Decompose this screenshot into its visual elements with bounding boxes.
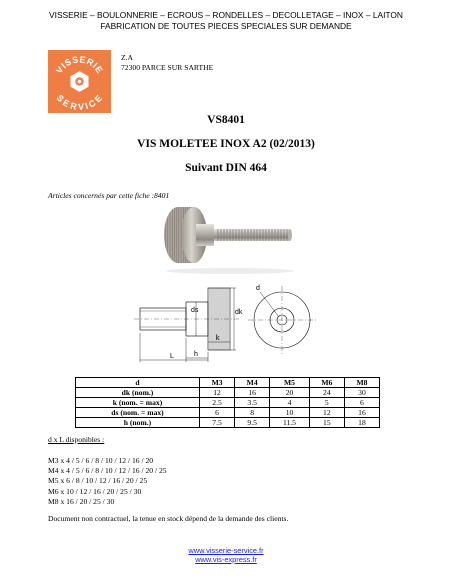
table-cell: 8: [235, 408, 270, 418]
table-header-cell: M3: [200, 378, 235, 388]
table-cell: 12: [309, 408, 344, 418]
label-k: k: [216, 335, 220, 342]
table-cell: 15: [309, 418, 344, 428]
svg-text:SERVICE: [55, 93, 105, 112]
row-label: dk (nom.): [76, 388, 200, 398]
table-cell: 9.5: [235, 418, 270, 428]
footer-link-vis-express[interactable]: www.vis-express.fr: [195, 555, 257, 564]
available-sizes-title: d x L disponibles :: [48, 435, 105, 444]
logo-bottom-text: SERVICE: [54, 92, 105, 113]
table-row: [76, 398, 380, 408]
technical-drawing: [130, 278, 330, 368]
label-d: d: [256, 285, 260, 292]
table-cell: 2.5: [200, 398, 235, 408]
table-cell: 24: [309, 388, 344, 398]
table-cell: 18: [344, 418, 379, 428]
row-label: h (nom.): [76, 418, 200, 428]
table-cell: 12: [200, 388, 235, 398]
list-item: M3 x 4 / 5 / 6 / 8 / 10 / 12 / 16 / 20: [48, 456, 154, 465]
label-h: h: [194, 351, 198, 358]
table-header-cell: M8: [344, 378, 379, 388]
list-item: M5 x 6 / 8 / 10 / 12 / 16 / 20 / 25: [48, 476, 148, 486]
table-row: [76, 408, 380, 418]
table-header-cell: M4: [235, 378, 270, 388]
table-cell: 5: [309, 398, 344, 408]
header-line-2: FABRICATION DE TOUTES PIECES SPECIALES SUR DEMANDE: [100, 21, 352, 31]
table-row: [76, 388, 380, 398]
table-cell: 3.5: [235, 398, 270, 408]
table-cell: 11.5: [270, 418, 310, 428]
row-label: k (nom. = max): [76, 398, 200, 408]
list-item: M8 x 16 / 20 / 25 / 30: [48, 496, 115, 506]
disclaimer: Document non contractuel, la tenue en stock dépend de la demande des clients.: [48, 514, 289, 523]
row-label: ds (nom. = max): [76, 408, 200, 418]
footer-links: [0, 546, 452, 564]
table-header-row: [76, 378, 380, 388]
product-norm: Suivant DIN 464: [185, 162, 267, 174]
table-cell: 6: [344, 398, 379, 408]
table-cell: 30: [344, 388, 379, 398]
table-cell: 4: [270, 398, 310, 408]
table-cell: 6: [200, 408, 235, 418]
product-code: VS8401: [207, 114, 245, 126]
list-item: M6 x 10 / 12 / 16 / 20 / 25 / 30: [48, 486, 142, 496]
label-L: L: [170, 353, 174, 360]
table-header-cell: M5: [270, 378, 310, 388]
table-cell: 16: [344, 408, 379, 418]
available-sizes-list: [48, 456, 167, 507]
logo-top-text: VISSERIE: [54, 54, 105, 76]
table-cell: 10: [270, 408, 310, 418]
footer-link-visserie[interactable]: www.visserie-service.fr: [188, 546, 264, 555]
table-row: [76, 418, 380, 428]
table-header-cell: M6: [309, 378, 344, 388]
table-cell: 7.5: [200, 418, 235, 428]
bolt-icon: [71, 71, 89, 92]
label-dk: dk: [235, 309, 243, 316]
list-item: M4 x 4 / 5 / 6 / 8 / 10 / 12 / 16 / 20 / 25: [48, 466, 167, 476]
company-logo: [48, 50, 111, 113]
header-line-1: VISSERIE – BOULONNERIE – ECROUS – RONDELLES – DECOLLETAGE – INOX – LAITON: [49, 10, 403, 20]
product-name: VIS MOLETEE INOX A2 (02/2013): [137, 138, 315, 150]
table-cell: 20: [270, 388, 310, 398]
dimensions-table: [75, 377, 380, 428]
label-ds: ds: [191, 307, 199, 314]
table-cell: 16: [235, 388, 270, 398]
table-header-cell: d: [76, 378, 200, 388]
address-line-2: 72300 PARCE SUR SARTHE: [121, 63, 214, 72]
address-line-1: Z.A: [121, 53, 134, 62]
product-photo: [150, 205, 310, 277]
address: [121, 53, 213, 73]
articles-note: Articles concernés par cette fiche :8401: [48, 191, 170, 200]
